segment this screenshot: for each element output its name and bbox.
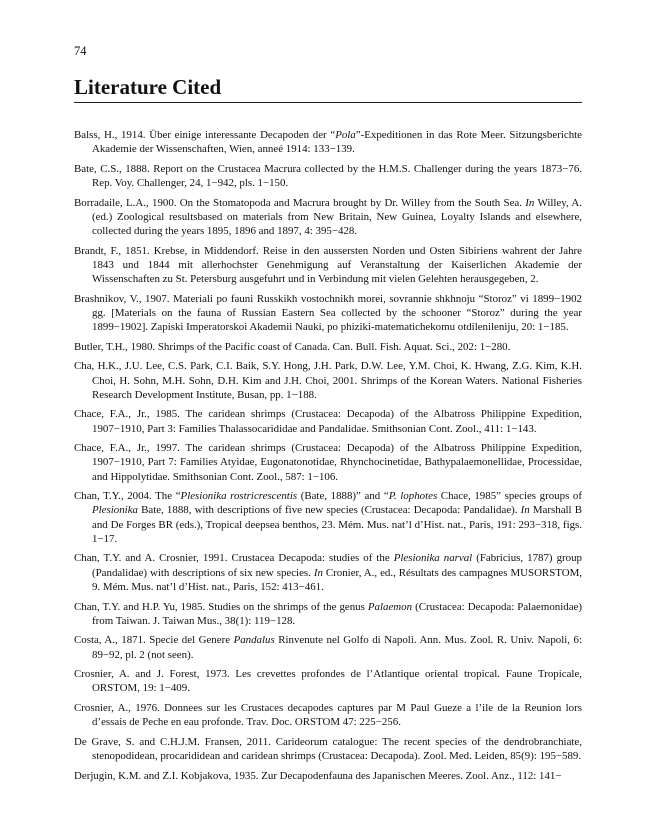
reference-entry [74,667,582,696]
reference-italic-text: Plesionika narval [393,552,473,565]
reference-text: Marshall B and De Forges BR (eds.), Tropical deepsea benthos, 23. Mém. Mus. nat’l d’Hist. nat., Paris, 191: 293−318, figs. 1−17. [92,504,582,545]
reference-text: Chace, F.A., Jr., 1997. The caridean shrimps (Crustacea: Decapoda) of the Albatross Philippine Expedition, 1907−1910, Part 7: Families Atyidae, Eugonatonotidae, Rhynchocinetidae, Bathypalaemonellidae, Processidae, and Hippolytidae. Smithsonian Cont. Zool., 587: 1−106. [74,442,582,483]
reference-text: Derjugin, K.M. and Z.I. Kobjakova, 1935. Zur Decapodenfauna des Japanischen Meeres. Zool. Anz., 112: 141− [74,769,562,782]
reference-entry [74,600,582,629]
reference-text: (Bate, 1888)” and “ [297,490,389,503]
reference-text: Chan, T.Y. and H.P. Yu, 1985. Studies on the shrimps of the genus [74,600,368,613]
reference-text: Chan, T.Y., 2004. The “ [74,490,181,503]
reference-text: Balss, H., 1914. Über einige interessante Decapoden der “ [74,129,336,141]
reference-text: Rinvenute nel Golfo di Napoli. Ann. Mus. Zool. R. Univ. Napoli, 6: 89−92, pl. 2 (not seen). [92,634,582,661]
reference-italic-text: In [525,196,535,209]
reference-text: Costa, A., 1871. Specie del Genere [74,634,234,647]
reference-text: Brandt, F., 1851. Krebse, in Middendorf. Reise in den aussersten Norden und Osten Sibiriens wahrent der Jahre 1843 und 1844 mit allerhochster Genehmigung auf Veranstaltung der Kaiserlichen Akademie der Wissenschaften zu St. Petersburg ausgefuhrt und in Verbindung mit vielen Gelehten herausgegeben, 2. [74,244,582,286]
reference-entry [74,244,582,287]
reference-text: De Grave, S. and C.H.J.M. Fransen, 2011. Carideorum catalogue: The recent species of the dendrobranchiate, stenopodidean, procarididean and caridean shrimps (Crustacea: Decapoda). Zool. Med. Leiden, 85(9): 195−589. [74,735,582,762]
reference-list [74,128,582,788]
reference-text: Brashnikov, V., 1907. Materiali po fauni Russkikh vostochnikh morei, sovrannie shkhnoju “Storoz” vi 1899−1902 gg. [Materials on the fauna of Russian Eastern Sea collected by the schooner “Storoz” during the year 1899−1902]. Zapiski Imperatorskoi Akademii Nauki, po phiziki-matematichekomu otdilenileniju, 20: 1−185. [74,292,582,334]
reference-entry [74,196,582,239]
reference-entry [74,340,582,354]
reference-italic-text: Plesionika [92,504,138,517]
reference-entry [74,633,582,662]
reference-italic-text: Pandalus [233,634,275,647]
reference-text: Willey, A. (ed.) Zoological resultsbased on materials from New Britain, New Guinea, Loyalty Islands and elsewhere, collected during the years 1895, 1896 and 1897, 4: 395−428. [92,196,583,238]
reference-italic-text: P. lophotes [388,490,438,503]
reference-entry [74,359,582,402]
reference-text: Butler, T.H., 1980. Shrimps of the Pacific coast of Canada. Can. Bull. Fish. Aquat. Sci., 202: 1−280. [74,340,511,353]
reference-italic-text: In [520,504,530,517]
reference-italic-text: Palaemon [367,600,413,613]
reference-entry [74,489,582,546]
reference-entry [74,769,582,783]
reference-text: Bate, C.S., 1888. Report on the Crustacea Macrura collected by the H.M.S. Challenger during the years 1873−76. Rep. Voy. Challenger, 24, 1−942, pls. 1−150. [74,162,582,190]
reference-text: (Fabricius, 1787) group (Pandalidae) with descriptions of six new species. [92,552,582,579]
reference-text: ”-Expeditionen in das Rote Meer. Sitzungsberichte Akademie der Wissenschaften, Wien, anneé 1914: 133−139. [92,129,582,156]
reference-text: Chace, 1985” species groups of [437,490,582,503]
reference-text: Crosnier, A., 1976. Donnees sur les Crustaces decapodes captures par M Paul Gueze a l’ile de la Reunion lors d’essais de Peche en eau profonde. Trav. Doc. ORSTOM 47: 225−256. [74,701,582,729]
reference-text: (Crustacea: Decapoda: Palaemonidae) from Taiwan. J. Taiwan Mus., 38(1): 119−128. [92,600,583,627]
reference-text: Chace, F.A., Jr., 1985. The caridean shrimps (Crustacea: Decapoda) of the Albatross Philippine Expedition, 1907−1910, Part 3: Families Thalassocarididae and Pandalidae. Smithsonian Cont. Zool., 411: 1−143. [74,408,582,435]
reference-text: Borradaile, L.A., 1900. On the Stomatopoda and Macrura brought by Dr. Willey from the South Sea. [74,196,526,209]
reference-text: Bate, 1888, with descriptions of five new species (Crustacea: Decapoda: Pandalidae). [137,504,521,517]
heading-rule [74,102,582,103]
reference-italic-text: Pola [335,129,356,141]
reference-entry [74,441,582,484]
reference-entry [74,701,582,730]
reference-text: Cha, H.K., J.U. Lee, C.S. Park, C.I. Baik, S.Y. Hong, J.H. Park, D.W. Lee, Y.M. Choi, K. Hwang, Z.G. Kim, K.H. Choi, H. Sohn, M.H. Sohn, D.H. Kim and J.H. Choi, 2001. Shrimps of the Korean Waters. National Fisheries Research Development Institute, Busan, pp. 1−188. [74,360,582,401]
reference-entry [74,162,582,191]
reference-entry [74,128,582,157]
reference-entry [74,551,582,594]
reference-text: Crosnier, A. and J. Forest, 1973. Les crevettes profondes de l’Atlantique oriental tropical. Faune Tropicale, ORSTOM, 19: 1−409. [74,668,582,695]
reference-italic-text: Plesionika rostricrescentis [180,490,298,503]
reference-entry [74,407,582,436]
page-title: Literature Cited [74,75,222,99]
reference-entry [74,735,582,764]
page-number: 74 [74,44,87,58]
reference-text: Cronier, A., ed., Résultats des campagnes MUSORSTOM, 9. Mém. Mus. nat’l d’Hist. nat., Paris, 152: 413−461. [92,566,582,593]
reference-entry [74,292,582,335]
reference-text: Chan, T.Y. and A. Crosnier, 1991. Crustacea Decapoda: studies of the [74,552,394,565]
reference-italic-text: In [313,566,323,579]
